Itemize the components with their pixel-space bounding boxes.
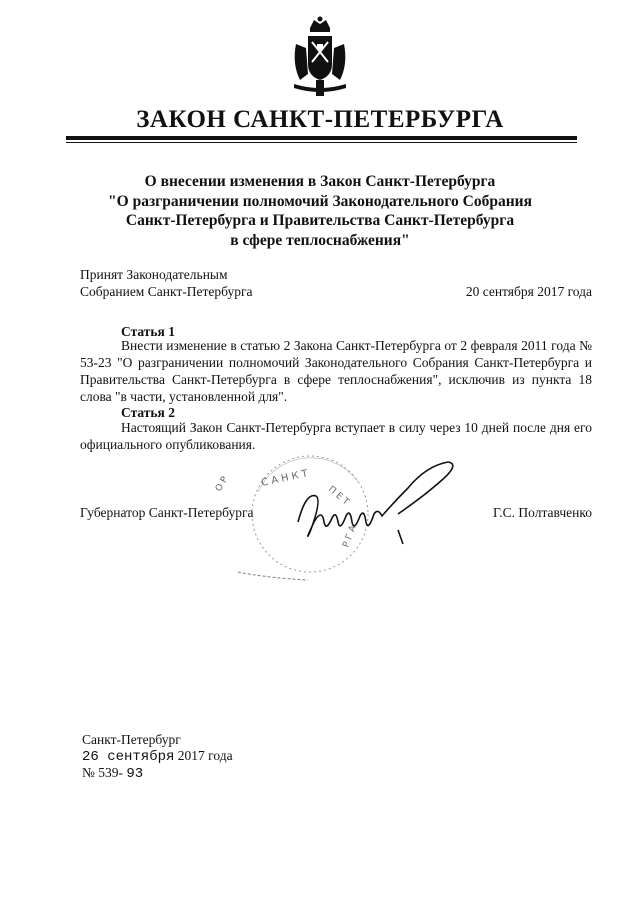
law-heading [80, 172, 560, 250]
footer-number-prefix: № 539- [82, 765, 124, 780]
signatory-title: Губернатор Санкт-Петербурга [80, 505, 254, 520]
footer-date [82, 748, 233, 765]
adopted-line: Собранием Санкт-Петербурга [80, 284, 253, 299]
article-2-text [80, 419, 592, 453]
adopted-date: 20 сентября 2017 года [465, 284, 592, 299]
footer-date-suffix: 2017 года [177, 748, 233, 763]
coat-of-arms-icon [288, 14, 352, 100]
svg-text:О Р: О Р [213, 475, 231, 494]
seal-stamp-and-signature [198, 452, 458, 592]
heading-line: О внесении изменения в Закон Санкт-Петербурга [144, 173, 496, 190]
heading-line: в сфере теплоснабжения" [230, 231, 410, 249]
adopted-by [80, 266, 253, 300]
article-2-heading: Статья 2 [121, 405, 175, 420]
heading-line: "О разграничении полномочий Законодательного Собрания [108, 192, 532, 210]
footer-place: Санкт-Петербург [82, 732, 181, 747]
article-2-paragraph: Настоящий Закон Санкт-Петербурга вступает в силу через 10 дней после дня его официального опубликования. [80, 420, 592, 452]
stamp-lettering: С А Н К Т [260, 468, 309, 489]
adopted-line: Принят Законодательным [80, 267, 228, 282]
article-1-heading: Статья 1 [121, 324, 175, 339]
footer-date-typed: 26 сентября [82, 749, 175, 765]
footer-number [82, 765, 143, 782]
footer-number-typed: 93 [126, 766, 144, 782]
law-title: ЗАКОН САНКТ-ПЕТЕРБУРГА [136, 106, 504, 133]
article-1-paragraph: Внести изменение в статью 2 Закона Санкт-Петербурга от 2 февраля 2011 года № 53-23 "О разграничении полномочий Законодательного Собрания Санкт-Петербурга и Правительства Санкт-Петербурга в сфере теплоснабжения", исключив из пункта 18 слова "в части, установленной для". [80, 338, 592, 404]
handwritten-signature [298, 462, 453, 544]
title-rule-thin [66, 142, 577, 143]
article-1-text [80, 337, 592, 405]
signatory-name: Г.С. Полтавченко [492, 505, 592, 520]
title-rule-thick [66, 136, 577, 140]
svg-text:П Е Т: П Е Т [326, 484, 351, 508]
svg-text:Р Г А: Р Г А [341, 524, 359, 550]
heading-line: Санкт-Петербурга и Правительства Санкт-Петербурга [125, 212, 515, 229]
